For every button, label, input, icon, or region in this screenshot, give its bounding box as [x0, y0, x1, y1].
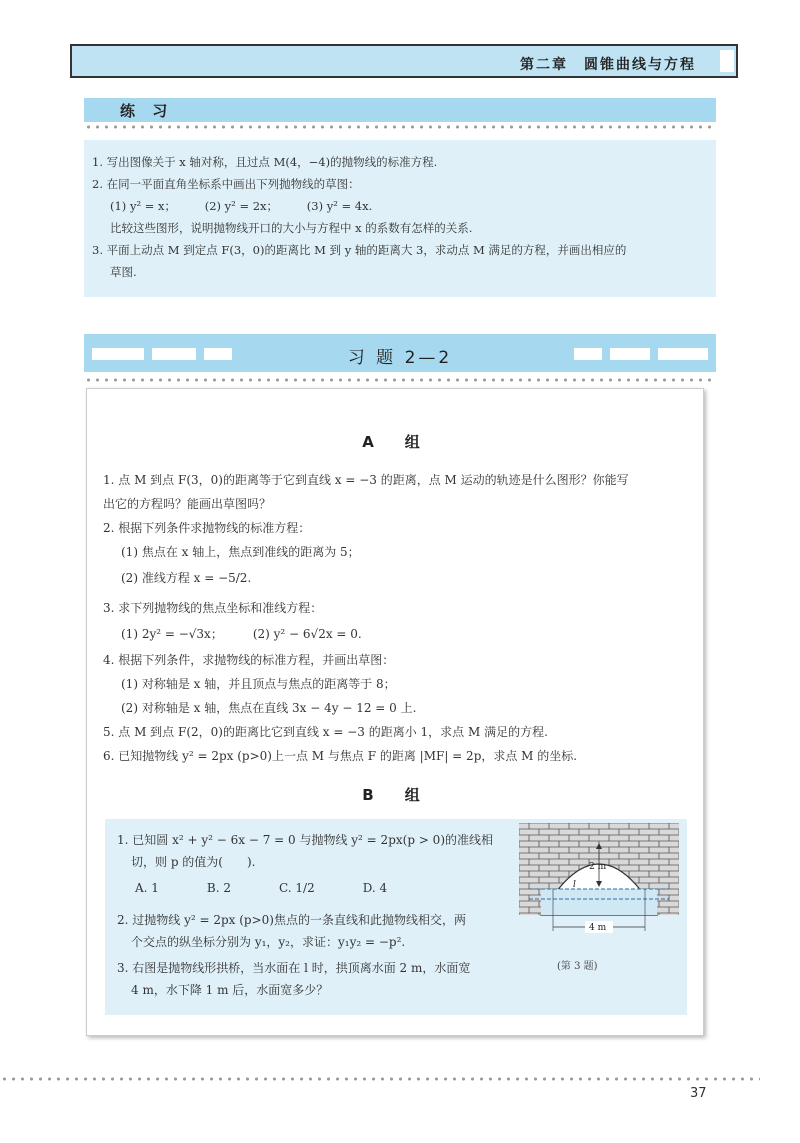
group-b-heading: B 组 — [362, 786, 428, 804]
practice-line: 2. 在同一平面直角坐标系中画出下列抛物线的草图： — [92, 177, 360, 191]
group-a-line: 出它的方程吗？能画出草图吗？ — [103, 497, 272, 511]
chapter-header-bar — [70, 44, 738, 78]
water-line-label: l — [573, 880, 576, 890]
group-a-line: (1) 对称轴是 x 轴，并且顶点与焦点的距离等于 8； — [121, 677, 396, 691]
group-b-line: 1. 已知圆 x² + y² − 6x − 7 = 0 与抛物线 y² = 2px(p > 0)的准线相 — [117, 833, 494, 847]
group-a-line: 6. 已知抛物线 y² = 2px (p>0)上一点 M 与焦点 F 的距离 |MF| = 2p，求点 M 的坐标. — [103, 749, 578, 763]
group-a-line: 1. 点 M 到点 F(3，0)的距离等于它到直线 x = −3 的距离，点 M 运动的轨迹是什么图形？你能写 — [103, 473, 629, 487]
group-b-line: 2. 过抛物线 y² = 2px (p>0)焦点的一条直线和此抛物线相交，两 — [117, 913, 466, 927]
band-decoration — [610, 348, 650, 360]
group-b-line: 4 m，水下降 1 m 后，水面宽多少？ — [131, 983, 329, 997]
practice-line: 3. 平面上动点 M 到定点 F(3，0)的距离比 M 到 y 轴的距离大 3，求动点 M 满足的方程，并画出相应的 — [92, 243, 627, 257]
group-a-line: (2) 准线方程 x = −5/2. — [121, 571, 252, 585]
practice-line: 比较这些图形，说明抛物线开口的大小与方程中 x 的系数有怎样的关系. — [110, 221, 473, 235]
practice-title-band — [84, 98, 716, 122]
practice-line: 1. 写出图像关于 x 轴对称，且过点 M(4，−4)的抛物线的标准方程. — [92, 155, 438, 169]
height-label: 2 m — [589, 862, 607, 872]
band-decoration — [574, 348, 602, 360]
figure-caption: (第 3 题) — [557, 961, 598, 972]
chapter-title: 第二章 圆锥曲线与方程 — [520, 57, 696, 73]
exercises-title: 习 题 2—2 — [347, 348, 453, 368]
exercises-frame — [86, 388, 704, 1036]
water — [541, 889, 657, 915]
group-b-line: A. 1 B. 2 C. 1/2 D. 4 — [135, 881, 388, 895]
page-number: 37 — [690, 1086, 707, 1101]
group-b-line: 个交点的纵坐标分别为 y₁，y₂，求证：y₁y₂ = −p². — [131, 935, 406, 949]
group-b-line: 3. 右图是抛物线形拱桥，当水面在 l 时，拱顶离水面 2 m，水面宽 — [117, 961, 471, 975]
group-a-line: (2) 对称轴是 x 轴，焦点在直线 3x − 4y − 12 = 0 上. — [121, 701, 417, 715]
band-decoration — [658, 348, 708, 360]
arch-bridge-figure — [519, 823, 679, 941]
group-a-heading: A 组 — [362, 433, 428, 451]
group-b-line: 切，则 p 的值为( ). — [131, 855, 256, 869]
group-a-line: 2. 根据下列条件求抛物线的标准方程： — [103, 521, 311, 535]
exercises-title-band — [84, 334, 716, 372]
group-a-line: 3. 求下列抛物线的焦点坐标和准线方程： — [103, 601, 323, 615]
group-a-line: 5. 点 M 到点 F(2，0)的距离比它到直线 x = −3 的距离小 1，求点 M 满足的方程. — [103, 725, 548, 739]
group-a-line: (1) 2y² = −√3x； (2) y² − 6√2x = 0. — [121, 627, 362, 641]
dotted-divider — [84, 378, 716, 382]
dotted-divider — [84, 125, 716, 129]
practice-line: (1) y² = x； (2) y² = 2x； (3) y² = 4x. — [110, 199, 373, 213]
practice-line: 草图. — [110, 265, 137, 279]
footer-dotted-divider — [0, 1077, 760, 1081]
practice-title: 练 习 — [120, 102, 174, 120]
group-a-line: (1) 焦点在 x 轴上，焦点到准线的距离为 5； — [121, 545, 360, 559]
width-label: 4 m — [589, 923, 607, 933]
practice-box — [84, 140, 716, 297]
header-tab-decoration — [720, 50, 734, 72]
group-a-line: 4. 根据下列条件，求抛物线的标准方程，并画出草图： — [103, 653, 395, 667]
